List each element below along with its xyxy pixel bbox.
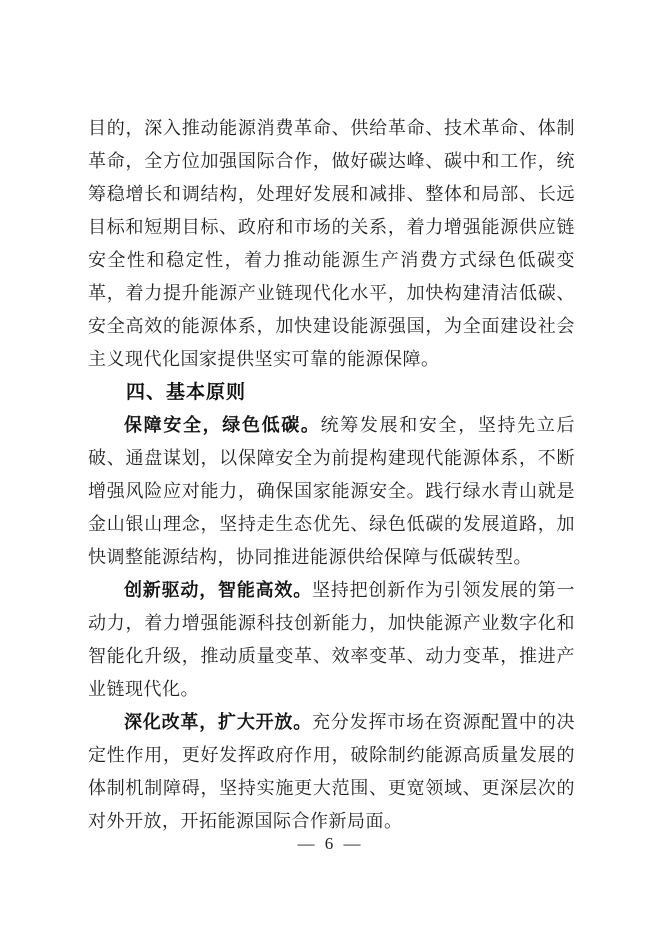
paragraph-lead: 保障安全，绿色低碳。 <box>124 415 321 435</box>
paragraph-text: 坚持把创新作为引领发展的第一动力，着力增强能源科技创新能力，加快能源产业数字化和智能化升级，推动质量变革、效率变革、动力变革，推进产业链现代化。 <box>88 580 576 699</box>
document-body <box>88 112 575 838</box>
paragraph: 目的，深入推动能源消费革命、供给革命、技术革命、体制革命，全方位加强国际合作，做好碳达峰、碳中和工作，统筹稳增长和调结构，处理好发展和减排、整体和局部、长远目标和短期目标、政府和市场的关系，着力增强能源供应链安全性和稳定性，着力推动能源生产消费方式绿色低碳变革，着力提升能源产业链现代化水平，加快构建清洁低碳、安全高效的能源体系，加快建设能源强国，为全面建设社会主义现代化国家提供坚实可靠的能源保障。 <box>88 118 575 369</box>
paragraph <box>88 574 575 706</box>
section-heading: 四、基本原则 <box>126 382 247 403</box>
paragraph <box>88 409 575 574</box>
paragraph-text: 充分发挥市场在资源配置中的决定性作用，更好发挥政府作用，破除制约能源高质量发展的体制机制障碍，坚持实施更大范围、更宽领域、更深层次的对外开放，开拓能源国际合作新局面。 <box>88 712 576 831</box>
paragraph-text: 统筹发展和安全，坚持先立后破、通盘谋划，以保障安全为前提构建现代能源体系，不断增强风险应对能力，确保国家能源安全。践行绿水青山就是金山银山理念，坚持走生态优先、绿色低碳的发展道路，加快调整能源结构，协同推进能源供给保障与低碳转型。 <box>88 415 576 567</box>
paragraph-lead: 深化改革，扩大开放。 <box>124 712 313 732</box>
page-number: — 6 — <box>297 834 364 853</box>
paragraph <box>88 706 575 838</box>
paragraph-lead: 创新驱动，智能高效。 <box>124 580 313 600</box>
